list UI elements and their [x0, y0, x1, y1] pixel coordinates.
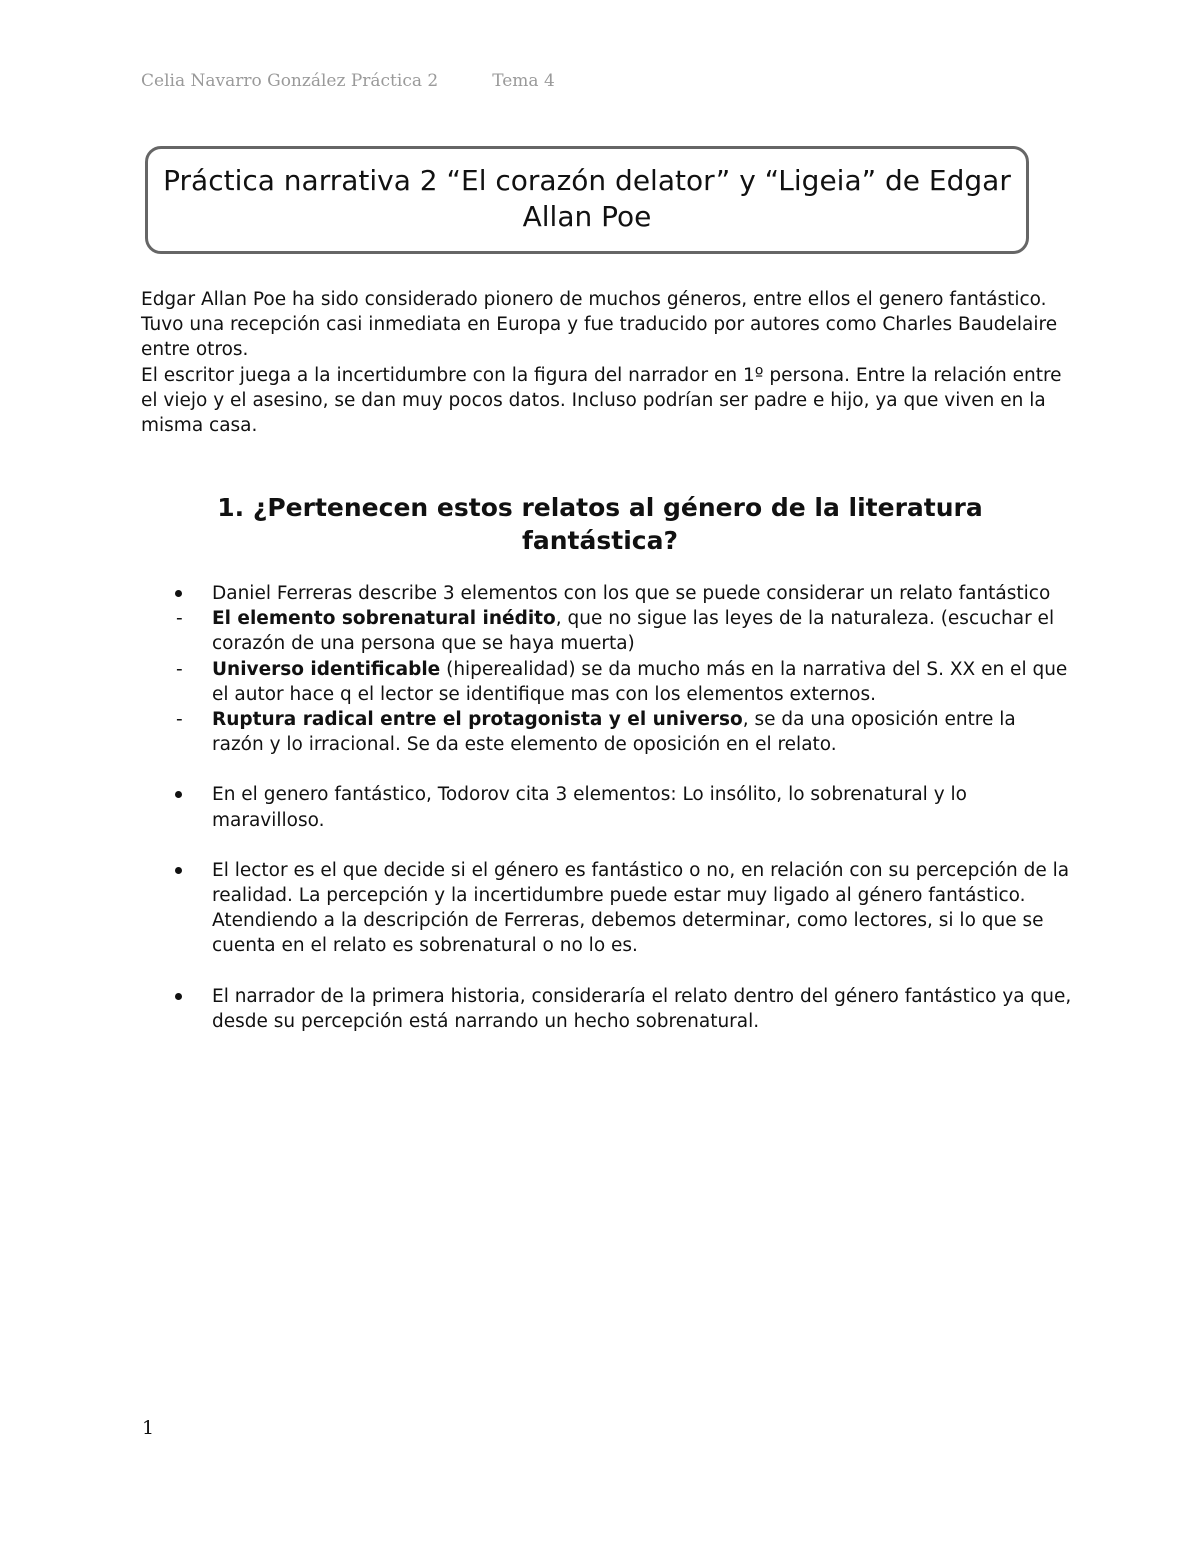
dash-marker: -	[176, 608, 183, 630]
list-item-text: En el genero fantástico, Todorov cita 3 elementos: Lo insólito, lo sobrenatural y lo maravilloso.	[212, 784, 967, 831]
header-author-practice: Celia Navarro González Práctica 2	[141, 71, 439, 91]
section-heading: 1. ¿Pertenecen estos relatos al género de la literatura fantástica?	[217, 493, 983, 555]
intro-paragraph: El escritor juega a la incertidumbre con la figura del narrador en 1º persona. Entre la relación entre el viejo y el asesino, se dan muy pocos datos. Incluso podrían ser padre e hijo, ya que viven en la misma casa.	[141, 364, 1062, 437]
document-title: Práctica narrativa 2 “El corazón delator” y “Ligeia” de Edgar Allan Poe	[163, 164, 1011, 233]
list-item	[0, 606, 1072, 656]
list-item	[0, 657, 1072, 707]
list-item	[0, 782, 1072, 832]
running-header	[141, 71, 555, 91]
dash-marker: -	[176, 658, 183, 680]
title-box	[145, 146, 1029, 254]
page-number: 1	[142, 1417, 155, 1439]
list-item-bold-term: El elemento sobrenatural inédito	[212, 608, 556, 630]
bullet-dot-icon	[175, 993, 182, 1000]
intro-section	[141, 287, 1066, 438]
list-item-text: Daniel Ferreras describe 3 elementos con los que se puede considerar un relato fantástico	[212, 583, 1051, 604]
bullet-dot-icon	[175, 791, 182, 798]
list-item-text: (hiperealidad) se da mucho más en la narrativa del S. XX en el que el autor hace q el lector se identifique mas con los elementos externos.	[212, 658, 1068, 705]
list-item-bold-term: Universo identificable	[212, 658, 441, 680]
header-topic: Tema 4	[492, 71, 555, 91]
list-item	[0, 707, 1072, 757]
list-item-text: El narrador de la primera historia, consideraría el relato dentro del género fantástico ya que, desde su percepción está narrando un hecho sobrenatural.	[212, 985, 1072, 1032]
spacer	[0, 757, 1200, 782]
list-item	[0, 581, 1072, 606]
list-item	[0, 858, 1072, 959]
list-item-bold-term: Ruptura radical entre el protagonista y el universo	[212, 709, 743, 731]
list-item-text: , se da una oposición entre la razón y lo irracional. Se da este elemento de oposición en el relato.	[212, 709, 1016, 756]
section-list	[0, 581, 1200, 1034]
spacer	[0, 959, 1200, 984]
spacer	[0, 833, 1200, 858]
intro-paragraph: Edgar Allan Poe ha sido considerado pionero de muchos géneros, entre ellos el genero fantástico. Tuvo una recepción casi inmediata en Europa y fue traducido por autores como Charles Baudelaire entre otros.	[141, 289, 1058, 361]
list-item-text: , que no sigue las leyes de la naturaleza. (escuchar el corazón de una persona que se haya muerta)	[212, 608, 1055, 655]
list-item	[0, 984, 1072, 1034]
dash-marker: -	[176, 709, 183, 731]
bullet-dot-icon	[175, 867, 182, 874]
bullet-dot-icon	[175, 590, 182, 597]
list-item-text: El lector es el que decide si el género es fantástico o no, en relación con su percepción de la realidad. La percepción y la incertidumbre puede estar muy ligado al género fantástico. Atendiendo a la descripción de Ferreras, debemos determinar, como lectores, si lo que se cuenta en el relato es sobrenatural o no lo es.	[212, 859, 1070, 957]
